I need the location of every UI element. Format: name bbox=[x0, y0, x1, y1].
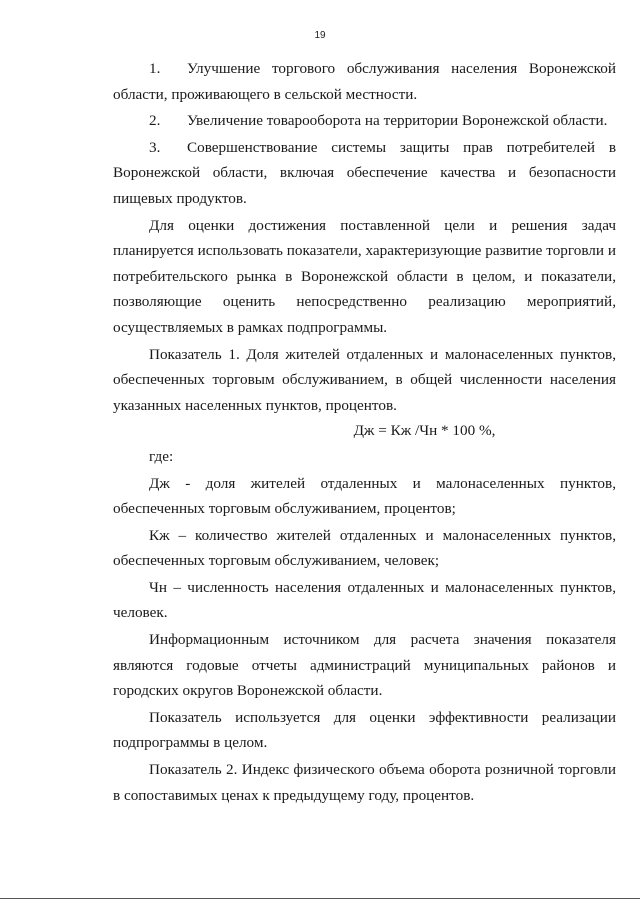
indicator-1-paragraph: Показатель 1. Доля жителей отдаленных и малонаселенных пунктов, обеспеченных торговым обслуживанием, в общей численности населения указанных населенных пунктов, процентов. bbox=[113, 345, 616, 414]
indicator-2-paragraph: Показатель 2. Индекс физического объема оборота розничной торговли в сопоставимых ценах к предыдущему году, процентов. bbox=[113, 761, 616, 804]
where-label: где: bbox=[149, 447, 174, 465]
page-bottom-edge bbox=[0, 898, 640, 899]
list-item-number: 1. bbox=[149, 60, 161, 77]
list-item-number: 2. bbox=[149, 112, 161, 130]
list-item-3 bbox=[113, 135, 616, 212]
definition-kzh: Кж – количество жителей отдаленных и малонаселенных пунктов, обеспеченных торговым обслуживанием, человек; bbox=[113, 526, 616, 570]
definition-dzh: Дж - доля жителей отдаленных и малонаселенных пунктов, обеспеченных торговым обслуживанием, процентов; bbox=[113, 474, 616, 518]
source-paragraph: Информационным источником для расчета значения показателя являются годовые отчеты администраций муниципальных районов и городских округов Воронежской области. bbox=[113, 631, 616, 700]
formula: Дж = Кж /Чн * 100 %, bbox=[353, 422, 496, 440]
usage-paragraph: Показатель используется для оценки эффективности реализации подпрограммы в целом. bbox=[113, 708, 616, 752]
definition-chn: Чн – численность населения отдаленных и малонаселенных пунктов, человек. bbox=[113, 578, 616, 622]
intro-paragraph: Для оценки достижения поставленной цели и решения задач планируется использовать показатели, характеризующие развитие торговли и потребительского рынка в Воронежской области в целом, и показатели, позволяющие оценить непосредственно реализацию мероприятий, осуществляемых в рамках подпрограммы. bbox=[113, 216, 616, 336]
document-body bbox=[113, 56, 616, 808]
list-item-text: Увеличение товарооборота на территории Воронежской области. bbox=[187, 112, 608, 130]
list-item-text: Улучшение торгового обслуживания населения Воронежской области, проживающего в сельской местности. bbox=[113, 60, 616, 103]
list-item-2 bbox=[113, 108, 616, 134]
page-number: 19 bbox=[314, 30, 326, 41]
list-item-1 bbox=[113, 56, 616, 107]
list-item-number: 3. bbox=[149, 138, 161, 156]
list-item-text: Совершенствование системы защиты прав потребителей в Воронежской области, включая обеспечение качества и безопасности пищевых продуктов. bbox=[113, 138, 616, 207]
